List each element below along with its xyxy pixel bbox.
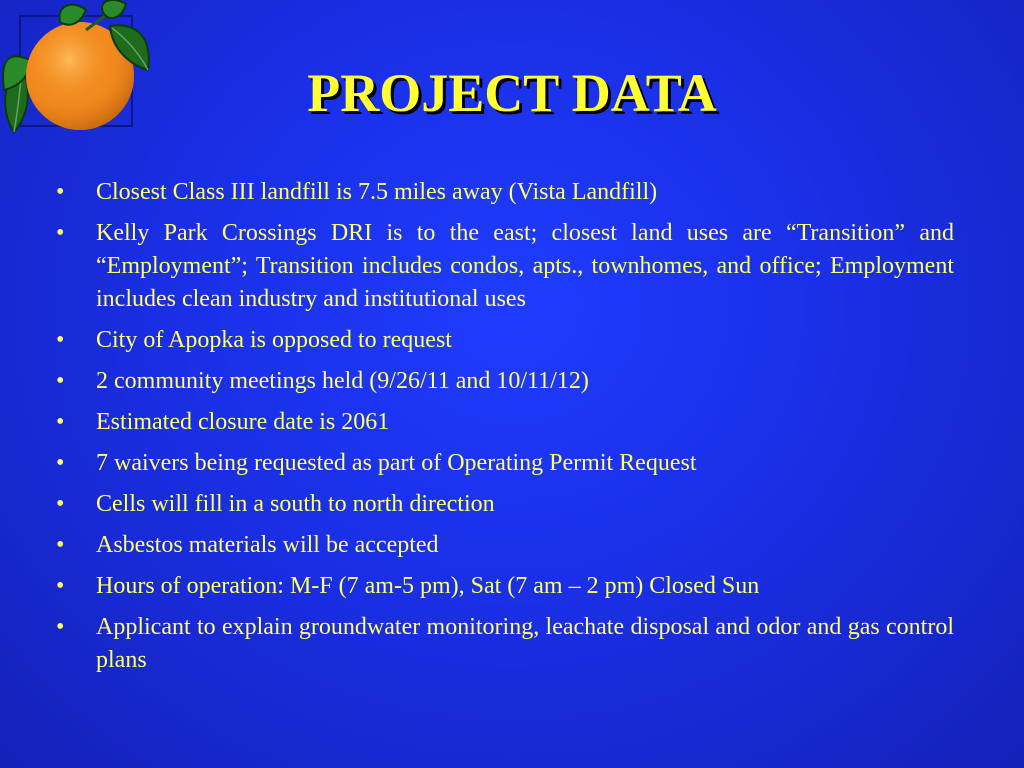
bullet-dot: •: [56, 179, 65, 205]
bullet-dot: •: [56, 409, 65, 435]
bullet-dot: •: [56, 220, 65, 246]
bullet-text: Kelly Park Crossings DRI is to the east; closest land uses are “Transition” and “Employment”; Transition includes condos, apts., townhomes, and office; Employment includes clean industry and institutional uses: [96, 220, 954, 312]
bullet-text: 7 waivers being requested as part of Operating Permit Request: [96, 450, 697, 476]
bullet-dot: •: [56, 491, 65, 517]
bullet-dot: •: [56, 450, 65, 476]
bullet-item: [56, 217, 954, 316]
bullet-item: [56, 447, 954, 480]
bullet-text: 2 community meetings held (9/26/11 and 10/11/12): [96, 368, 589, 394]
bullet-item: [56, 365, 954, 398]
bullet-item: [56, 488, 954, 521]
bullet-text: City of Apopka is opposed to request: [96, 327, 452, 353]
bullet-text: Hours of operation: M-F (7 am-5 pm), Sat (7 am – 2 pm) Closed Sun: [96, 573, 760, 599]
bullet-dot: •: [56, 327, 65, 353]
bullet-dot: •: [56, 573, 65, 599]
bullet-item: [56, 611, 954, 677]
bullet-text: Estimated closure date is 2061: [96, 409, 390, 435]
bullet-item: [56, 176, 954, 209]
bullet-item: [56, 529, 954, 562]
slide-title: PROJECT DATA: [307, 63, 717, 123]
bullet-text: Cells will fill in a south to north direction: [96, 491, 495, 517]
bullet-text: Applicant to explain groundwater monitoring, leachate disposal and odor and gas control plans: [96, 614, 954, 673]
bullet-dot: •: [56, 368, 65, 394]
bullet-item: [56, 406, 954, 439]
bullet-list: [56, 176, 954, 685]
bullet-item: [56, 324, 954, 357]
bullet-dot: •: [56, 614, 65, 640]
bullet-item: [56, 570, 954, 603]
bullet-dot: •: [56, 532, 65, 558]
bullet-text: Asbestos materials will be accepted: [96, 532, 439, 558]
bullet-text: Closest Class III landfill is 7.5 miles away (Vista Landfill): [96, 179, 658, 205]
